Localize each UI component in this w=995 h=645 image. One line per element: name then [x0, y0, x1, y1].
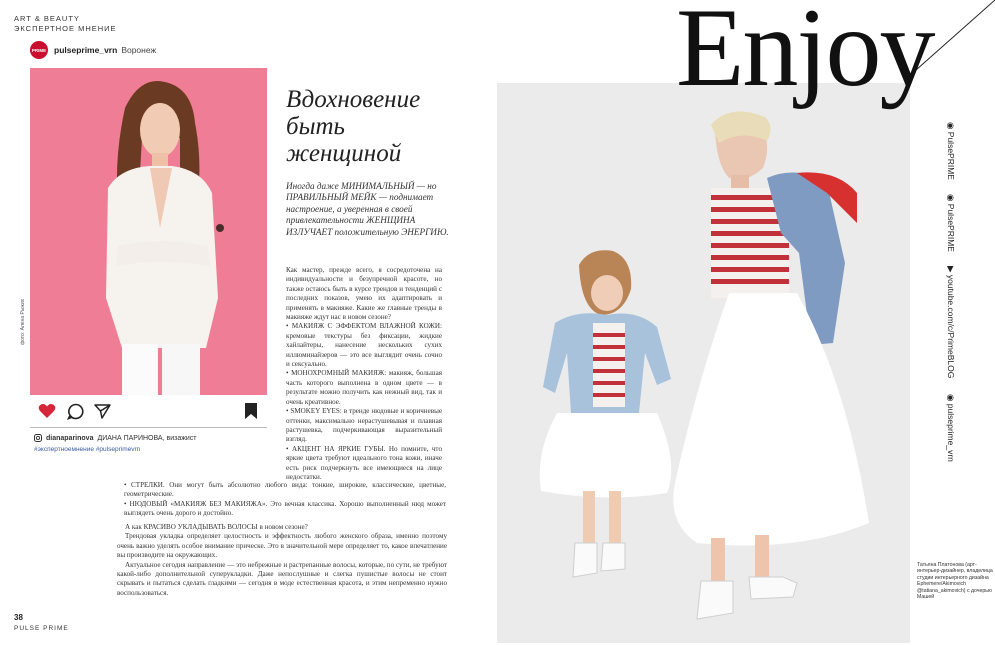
page-number: 38 — [14, 613, 23, 622]
article-paragraph: • НЮДОВЫЙ «МАКИЯЖ БЕЗ МАКИЯЖА». Это вечная классика. Хорошо выполненный нюд может выглядеть очень дорого и достойно. — [124, 499, 446, 518]
article-paragraph: Актуальное сегодня направление — это небрежные и растрепанные волосы, которые, по сути, не требуют какой-либо дополнительной суперукладки. Даже непослушные и слегка пушистые волосы не стоит скрывать и пытаться сделать гладкими — сегодня в моде естественная красота, и этим непременно нужно воспользоваться. — [117, 560, 447, 597]
photo-caption: Татьяна Платонова (арт-интерьер-дизайнер, владелица студии интерьерного дизайна Ephemere/Akimovich @tatiana_akimovich) с дочерью Машей — [917, 562, 993, 601]
title-line: Вдохновение — [286, 86, 421, 113]
instagram-divider — [30, 427, 267, 428]
enjoy-headline: Enjoy — [676, 0, 934, 110]
article-hair-block — [117, 523, 447, 598]
instagram-username: pulseprime_vrn — [54, 45, 118, 55]
instagram-actions — [30, 398, 267, 424]
heart-icon[interactable] — [38, 403, 56, 419]
section-label — [14, 14, 117, 34]
article-lede: Иногда даже МИНИМАЛЬНЫЙ — но ПРАВИЛЬНЫЙ МЕЙК — поднимает настроение, а уверенная в своей привлекательности ЖЕНЩИНА ИЗЛУЧАЕТ положительную ЭНЕРГИЮ. — [286, 181, 449, 237]
article-column — [286, 266, 442, 482]
author-username: dianaparinova — [46, 434, 94, 442]
instagram-author — [34, 434, 197, 442]
social-link-youtube[interactable]: ▶ youtube.com/c/PrimeBLOG — [946, 266, 956, 379]
social-link-vk[interactable]: ◉ PulsePRIME — [946, 122, 956, 180]
article-paragraph: • МОНОХРОМНЫЙ МАКИЯЖ: макияж, большая часть которого выполнена в одном цвете — в результате можно получить как нежный вид, так и очень креативное. — [286, 369, 442, 406]
share-icon[interactable] — [94, 403, 111, 419]
photo-credit: фото: Алена Рыжих — [20, 298, 26, 345]
mother-daughter-photo — [497, 83, 910, 643]
youtube-icon: ▶ — [946, 266, 956, 275]
instagram-header — [30, 40, 280, 60]
girl-striped-shirt — [593, 323, 625, 407]
facebook-icon: ◉ — [946, 194, 956, 204]
article-paragraph: Как мастер, прежде всего, я сосредоточена на индивидуальности и безупречной красоте, но также остаюсь быть в курсе трендов и тенденций с последних показов, умею их адаптировать и применять в макияже. Какие же главные тренды в макияже ждут нас в новом сезоне? — [286, 266, 442, 322]
instagram-icon — [34, 434, 42, 442]
magazine-name: PULSE PRIME — [14, 625, 69, 632]
social-links — [934, 122, 964, 482]
author-description: ДИАНА ПАРИНОВА, визажист — [97, 434, 197, 442]
section-label-line1: ART & BEAUTY — [14, 14, 80, 23]
article-paragraph: • МАКИЯЖ С ЭФФЕКТОМ ВЛАЖНОЙ КОЖИ: кремовые текстуры без фиксации, жидкие хайлайтеры, нанесение нескольких сухих иллюминайзеров — это все выглядит очень сочно и сексуально. — [286, 322, 442, 369]
instagram-city: Воронеж — [121, 45, 157, 55]
vk-icon: ◉ — [946, 122, 956, 132]
article-paragraph: Трендовая укладка определяет целостность и эффектность любого женского образа, именно поэтому очень важно уделять особое внимание прическе. Это в значительной мере определяет то, какое впечатление вы производите на окружающих. — [117, 532, 447, 560]
title-line: женщиной — [286, 140, 402, 167]
pulse-prime-logo-icon: PRIME — [30, 41, 48, 59]
title-line: быть — [286, 113, 345, 140]
social-link-instagram[interactable]: ◉ pulseprime_vrn — [946, 394, 956, 462]
article-paragraph: • СТРЕЛКИ. Они могут быть абсолютно любого вида: тонкие, широкие, классические, цветные, геометрические. — [124, 481, 446, 499]
bookmark-icon[interactable] — [244, 402, 258, 420]
comment-icon[interactable] — [67, 403, 84, 420]
section-label-line2: ЭКСПЕРТНОЕ МНЕНИЕ — [14, 24, 117, 33]
instagram-icon: ◉ — [946, 394, 956, 404]
article-wide-block — [124, 481, 446, 519]
makeup-artist-photo — [30, 68, 267, 395]
article-title — [286, 86, 476, 167]
article-paragraph: • АКЦЕНТ НА ЯРКИЕ ГУБЫ. Но помните, что яркие цвета требуют идеального тона кожи, иначе есть риск подчеркнуть все имеющиеся на лице недостатки. — [286, 444, 442, 481]
article-paragraph: А как КРАСИВО УКЛАДЫВАТЬ ВОЛОСЫ в новом сезоне? — [125, 523, 308, 531]
article-paragraph: • SMOKEY EYES: в тренде нюдовые и коричневые оттенки, максимально нерастушевывая и плавная растушевка, подчеркивающая выразительный взгляд. — [286, 407, 442, 444]
instagram-hashtags: #экспертноемнение #pulseprimevrn — [34, 446, 141, 453]
social-link-facebook[interactable]: ◉ PulsePRIME — [946, 194, 956, 252]
